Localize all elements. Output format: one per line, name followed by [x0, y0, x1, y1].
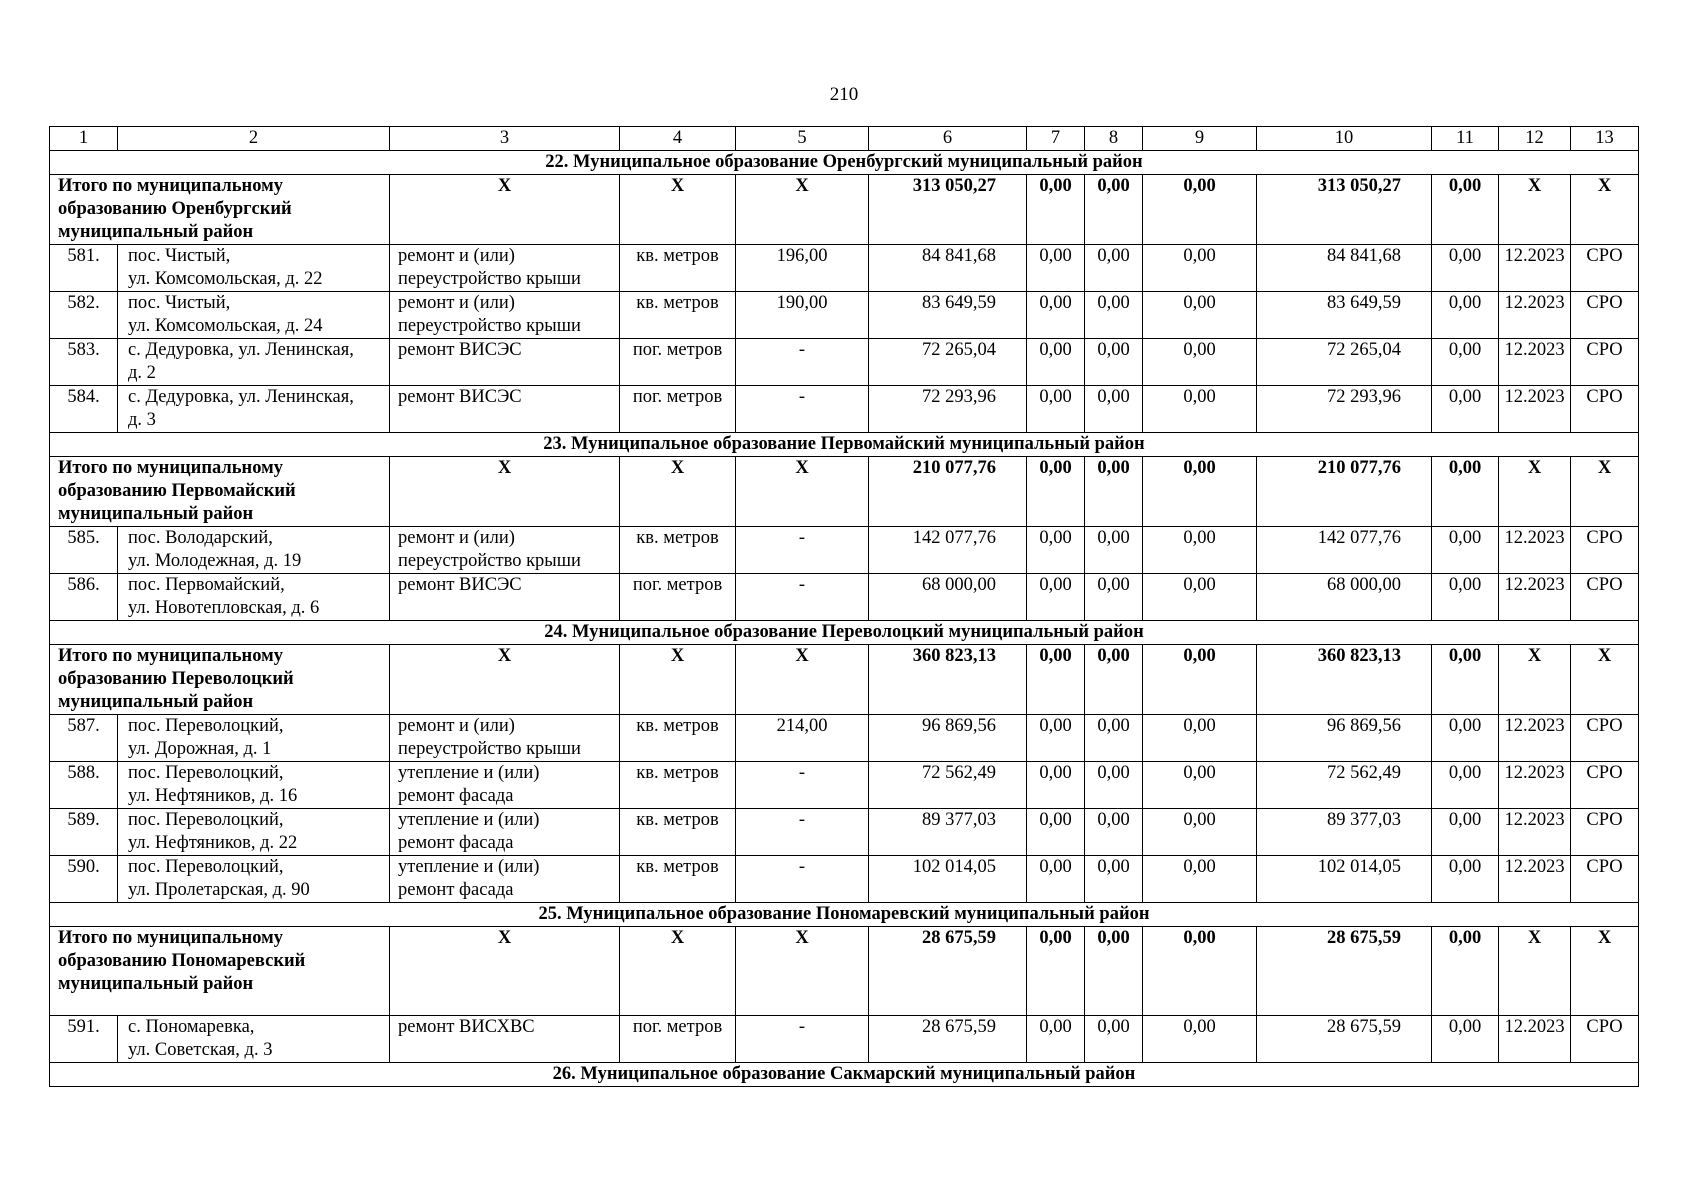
row-number: 591. — [50, 1016, 118, 1063]
unit: пог. метров — [620, 574, 736, 621]
subtotal-col5: X — [736, 645, 869, 715]
subtotal-col9: 0,00 — [1143, 175, 1257, 245]
col7-value: 0,00 — [1027, 856, 1085, 903]
col9-value: 0,00 — [1143, 292, 1257, 339]
subtotal-row — [50, 645, 1639, 715]
work-type: ремонт ВИСЭС — [390, 574, 620, 621]
unit: кв. метров — [620, 809, 736, 856]
subtotal-cost: 28 675,59 — [869, 927, 1027, 1016]
quantity: - — [736, 856, 869, 903]
completion-date: 12.2023 — [1499, 809, 1571, 856]
completion-date: 12.2023 — [1499, 339, 1571, 386]
subtotal-col10: 210 077,76 — [1257, 457, 1432, 527]
completion-date: 12.2023 — [1499, 292, 1571, 339]
col7-value: 0,00 — [1027, 762, 1085, 809]
section-title-row — [50, 433, 1639, 457]
col9-value: 0,00 — [1143, 574, 1257, 621]
subtotal-col8: 0,00 — [1085, 457, 1143, 527]
subtotal-col4: X — [620, 927, 736, 1016]
col7-value: 0,00 — [1027, 245, 1085, 292]
completion-date: 12.2023 — [1499, 1016, 1571, 1063]
unit: кв. метров — [620, 292, 736, 339]
work-type: ремонт ВИСЭС — [390, 339, 620, 386]
col11-value: 0,00 — [1432, 1016, 1499, 1063]
cost: 72 265,04 — [869, 339, 1027, 386]
cost: 96 869,56 — [869, 715, 1027, 762]
col10-value: 28 675,59 — [1257, 1016, 1432, 1063]
column-number-cell: 9 — [1143, 127, 1257, 151]
subtotal-label: Итого по муниципальному образованию Переволоцкий муниципальный район — [50, 645, 390, 715]
address: пос. Чистый, ул. Комсомольская, д. 24 — [118, 292, 390, 339]
funding-source: СРО — [1571, 386, 1639, 433]
col8-value: 0,00 — [1085, 762, 1143, 809]
col7-value: 0,00 — [1027, 527, 1085, 574]
funding-source: СРО — [1571, 809, 1639, 856]
column-number-row — [50, 127, 1639, 151]
cost: 68 000,00 — [869, 574, 1027, 621]
column-number-cell: 13 — [1571, 127, 1639, 151]
table-row — [50, 1016, 1639, 1063]
subtotal-row — [50, 175, 1639, 245]
column-number-cell: 7 — [1027, 127, 1085, 151]
cost: 84 841,68 — [869, 245, 1027, 292]
work-type: утепление и (или) ремонт фасада — [390, 762, 620, 809]
col10-value: 68 000,00 — [1257, 574, 1432, 621]
completion-date: 12.2023 — [1499, 856, 1571, 903]
subtotal-col4: X — [620, 457, 736, 527]
col11-value: 0,00 — [1432, 856, 1499, 903]
subtotal-col10: 360 823,13 — [1257, 645, 1432, 715]
column-number-cell: 4 — [620, 127, 736, 151]
funding-source: СРО — [1571, 856, 1639, 903]
subtotal-col11: 0,00 — [1432, 645, 1499, 715]
table-row — [50, 574, 1639, 621]
unit: пог. метров — [620, 1016, 736, 1063]
subtotal-col7: 0,00 — [1027, 645, 1085, 715]
section-title: 26. Муниципальное образование Сакмарский муниципальный район — [50, 1063, 1639, 1087]
col9-value: 0,00 — [1143, 715, 1257, 762]
column-number-cell: 10 — [1257, 127, 1432, 151]
col9-value: 0,00 — [1143, 762, 1257, 809]
cost: 72 293,96 — [869, 386, 1027, 433]
column-number-cell: 1 — [50, 127, 118, 151]
col10-value: 96 869,56 — [1257, 715, 1432, 762]
capital-repair-table — [49, 126, 1639, 1087]
section-title: 22. Муниципальное образование Оренбургский муниципальный район — [50, 151, 1639, 175]
unit: кв. метров — [620, 245, 736, 292]
subtotal-col11: 0,00 — [1432, 457, 1499, 527]
col10-value: 102 014,05 — [1257, 856, 1432, 903]
funding-source: СРО — [1571, 1016, 1639, 1063]
cost: 83 649,59 — [869, 292, 1027, 339]
subtotal-col8: 0,00 — [1085, 927, 1143, 1016]
col11-value: 0,00 — [1432, 292, 1499, 339]
col7-value: 0,00 — [1027, 386, 1085, 433]
section-title: 23. Муниципальное образование Первомайский муниципальный район — [50, 433, 1639, 457]
completion-date: 12.2023 — [1499, 527, 1571, 574]
work-type: ремонт и (или) переустройство крыши — [390, 527, 620, 574]
column-number-cell: 5 — [736, 127, 869, 151]
col8-value: 0,00 — [1085, 574, 1143, 621]
column-number-cell: 12 — [1499, 127, 1571, 151]
cost: 102 014,05 — [869, 856, 1027, 903]
table-row — [50, 386, 1639, 433]
subtotal-col12: X — [1499, 645, 1571, 715]
subtotal-col9: 0,00 — [1143, 645, 1257, 715]
subtotal-col13: X — [1571, 457, 1639, 527]
col7-value: 0,00 — [1027, 292, 1085, 339]
subtotal-col3: X — [390, 175, 620, 245]
work-type: ремонт и (или) переустройство крыши — [390, 715, 620, 762]
subtotal-col8: 0,00 — [1085, 645, 1143, 715]
row-number: 586. — [50, 574, 118, 621]
subtotal-col9: 0,00 — [1143, 927, 1257, 1016]
row-number: 589. — [50, 809, 118, 856]
subtotal-cost: 360 823,13 — [869, 645, 1027, 715]
quantity: - — [736, 574, 869, 621]
quantity: - — [736, 809, 869, 856]
subtotal-col12: X — [1499, 175, 1571, 245]
col8-value: 0,00 — [1085, 292, 1143, 339]
subtotal-col4: X — [620, 645, 736, 715]
col11-value: 0,00 — [1432, 245, 1499, 292]
subtotal-col12: X — [1499, 927, 1571, 1016]
section-title-row — [50, 151, 1639, 175]
subtotal-col13: X — [1571, 645, 1639, 715]
table-row — [50, 856, 1639, 903]
quantity: - — [736, 762, 869, 809]
address: пос. Чистый, ул. Комсомольская, д. 22 — [118, 245, 390, 292]
col10-value: 72 562,49 — [1257, 762, 1432, 809]
section-title-row — [50, 903, 1639, 927]
column-number-cell: 6 — [869, 127, 1027, 151]
cost: 28 675,59 — [869, 1016, 1027, 1063]
quantity: 190,00 — [736, 292, 869, 339]
work-type: утепление и (или) ремонт фасада — [390, 856, 620, 903]
address: с. Дедуровка, ул. Ленинская, д. 2 — [118, 339, 390, 386]
col9-value: 0,00 — [1143, 856, 1257, 903]
subtotal-label: Итого по муниципальному образованию Оренбургский муниципальный район — [50, 175, 390, 245]
subtotal-row — [50, 457, 1639, 527]
work-type: ремонт ВИСХВС — [390, 1016, 620, 1063]
column-number-cell: 8 — [1085, 127, 1143, 151]
subtotal-cost: 210 077,76 — [869, 457, 1027, 527]
funding-source: СРО — [1571, 762, 1639, 809]
col10-value: 84 841,68 — [1257, 245, 1432, 292]
table-row — [50, 339, 1639, 386]
address: пос. Переволоцкий, ул. Нефтяников, д. 22 — [118, 809, 390, 856]
unit: пог. метров — [620, 386, 736, 433]
col7-value: 0,00 — [1027, 715, 1085, 762]
subtotal-cost: 313 050,27 — [869, 175, 1027, 245]
col11-value: 0,00 — [1432, 339, 1499, 386]
unit: пог. метров — [620, 339, 736, 386]
unit: кв. метров — [620, 856, 736, 903]
address: пос. Переволоцкий, ул. Нефтяников, д. 16 — [118, 762, 390, 809]
subtotal-col10: 28 675,59 — [1257, 927, 1432, 1016]
subtotal-col12: X — [1499, 457, 1571, 527]
subtotal-col7: 0,00 — [1027, 927, 1085, 1016]
subtotal-col11: 0,00 — [1432, 175, 1499, 245]
address: пос. Переволоцкий, ул. Пролетарская, д. 90 — [118, 856, 390, 903]
col8-value: 0,00 — [1085, 527, 1143, 574]
subtotal-col3: X — [390, 927, 620, 1016]
completion-date: 12.2023 — [1499, 386, 1571, 433]
quantity: - — [736, 527, 869, 574]
col7-value: 0,00 — [1027, 1016, 1085, 1063]
funding-source: СРО — [1571, 245, 1639, 292]
section-title-row — [50, 1063, 1639, 1087]
table-row — [50, 245, 1639, 292]
subtotal-col10: 313 050,27 — [1257, 175, 1432, 245]
row-number: 587. — [50, 715, 118, 762]
subtotal-col4: X — [620, 175, 736, 245]
address: пос. Переволоцкий, ул. Дорожная, д. 1 — [118, 715, 390, 762]
completion-date: 12.2023 — [1499, 245, 1571, 292]
table-row — [50, 809, 1639, 856]
quantity: - — [736, 339, 869, 386]
funding-source: СРО — [1571, 574, 1639, 621]
row-number: 588. — [50, 762, 118, 809]
col10-value: 83 649,59 — [1257, 292, 1432, 339]
unit: кв. метров — [620, 762, 736, 809]
table-row — [50, 292, 1639, 339]
cost: 89 377,03 — [869, 809, 1027, 856]
subtotal-col13: X — [1571, 927, 1639, 1016]
col11-value: 0,00 — [1432, 386, 1499, 433]
row-number: 585. — [50, 527, 118, 574]
row-number: 583. — [50, 339, 118, 386]
col9-value: 0,00 — [1143, 809, 1257, 856]
col11-value: 0,00 — [1432, 527, 1499, 574]
subtotal-col7: 0,00 — [1027, 457, 1085, 527]
col8-value: 0,00 — [1085, 386, 1143, 433]
row-number: 581. — [50, 245, 118, 292]
col9-value: 0,00 — [1143, 245, 1257, 292]
subtotal-col11: 0,00 — [1432, 927, 1499, 1016]
funding-source: СРО — [1571, 339, 1639, 386]
section-title: 24. Муниципальное образование Переволоцкий муниципальный район — [50, 621, 1639, 645]
subtotal-col5: X — [736, 927, 869, 1016]
address: пос. Володарский, ул. Молодежная, д. 19 — [118, 527, 390, 574]
col10-value: 142 077,76 — [1257, 527, 1432, 574]
col11-value: 0,00 — [1432, 574, 1499, 621]
col11-value: 0,00 — [1432, 762, 1499, 809]
completion-date: 12.2023 — [1499, 574, 1571, 621]
table-row — [50, 715, 1639, 762]
work-type: ремонт ВИСЭС — [390, 386, 620, 433]
column-number-cell: 2 — [118, 127, 390, 151]
col9-value: 0,00 — [1143, 1016, 1257, 1063]
address: с. Дедуровка, ул. Ленинская, д. 3 — [118, 386, 390, 433]
subtotal-col5: X — [736, 175, 869, 245]
col10-value: 72 265,04 — [1257, 339, 1432, 386]
completion-date: 12.2023 — [1499, 715, 1571, 762]
address: с. Пономаревка, ул. Советская, д. 3 — [118, 1016, 390, 1063]
col8-value: 0,00 — [1085, 245, 1143, 292]
col9-value: 0,00 — [1143, 386, 1257, 433]
row-number: 584. — [50, 386, 118, 433]
subtotal-label: Итого по муниципальному образованию Первомайский муниципальный район — [50, 457, 390, 527]
quantity: - — [736, 1016, 869, 1063]
quantity: 214,00 — [736, 715, 869, 762]
col11-value: 0,00 — [1432, 809, 1499, 856]
subtotal-col5: X — [736, 457, 869, 527]
subtotal-col8: 0,00 — [1085, 175, 1143, 245]
unit: кв. метров — [620, 527, 736, 574]
work-type: ремонт и (или) переустройство крыши — [390, 245, 620, 292]
col8-value: 0,00 — [1085, 1016, 1143, 1063]
col10-value: 72 293,96 — [1257, 386, 1432, 433]
subtotal-col7: 0,00 — [1027, 175, 1085, 245]
table-row — [50, 527, 1639, 574]
col11-value: 0,00 — [1432, 715, 1499, 762]
col8-value: 0,00 — [1085, 715, 1143, 762]
col7-value: 0,00 — [1027, 339, 1085, 386]
col8-value: 0,00 — [1085, 856, 1143, 903]
page-number: 210 — [829, 84, 859, 105]
section-title-row — [50, 621, 1639, 645]
funding-source: СРО — [1571, 527, 1639, 574]
subtotal-col3: X — [390, 457, 620, 527]
column-number-cell: 11 — [1432, 127, 1499, 151]
funding-source: СРО — [1571, 292, 1639, 339]
subtotal-col3: X — [390, 645, 620, 715]
col7-value: 0,00 — [1027, 809, 1085, 856]
funding-source: СРО — [1571, 715, 1639, 762]
quantity: 196,00 — [736, 245, 869, 292]
col8-value: 0,00 — [1085, 809, 1143, 856]
cost: 72 562,49 — [869, 762, 1027, 809]
col10-value: 89 377,03 — [1257, 809, 1432, 856]
subtotal-row — [50, 927, 1639, 1016]
row-number: 582. — [50, 292, 118, 339]
col9-value: 0,00 — [1143, 339, 1257, 386]
table-row — [50, 762, 1639, 809]
cost: 142 077,76 — [869, 527, 1027, 574]
address: пос. Первомайский, ул. Новотепловская, д. 6 — [118, 574, 390, 621]
col7-value: 0,00 — [1027, 574, 1085, 621]
work-type: утепление и (или) ремонт фасада — [390, 809, 620, 856]
quantity: - — [736, 386, 869, 433]
col9-value: 0,00 — [1143, 527, 1257, 574]
row-number: 590. — [50, 856, 118, 903]
subtotal-label: Итого по муниципальному образованию Пономаревский муниципальный район — [50, 927, 390, 1016]
col8-value: 0,00 — [1085, 339, 1143, 386]
column-number-cell: 3 — [390, 127, 620, 151]
subtotal-col13: X — [1571, 175, 1639, 245]
section-title: 25. Муниципальное образование Пономаревский муниципальный район — [50, 903, 1639, 927]
work-type: ремонт и (или) переустройство крыши — [390, 292, 620, 339]
unit: кв. метров — [620, 715, 736, 762]
subtotal-col9: 0,00 — [1143, 457, 1257, 527]
completion-date: 12.2023 — [1499, 762, 1571, 809]
